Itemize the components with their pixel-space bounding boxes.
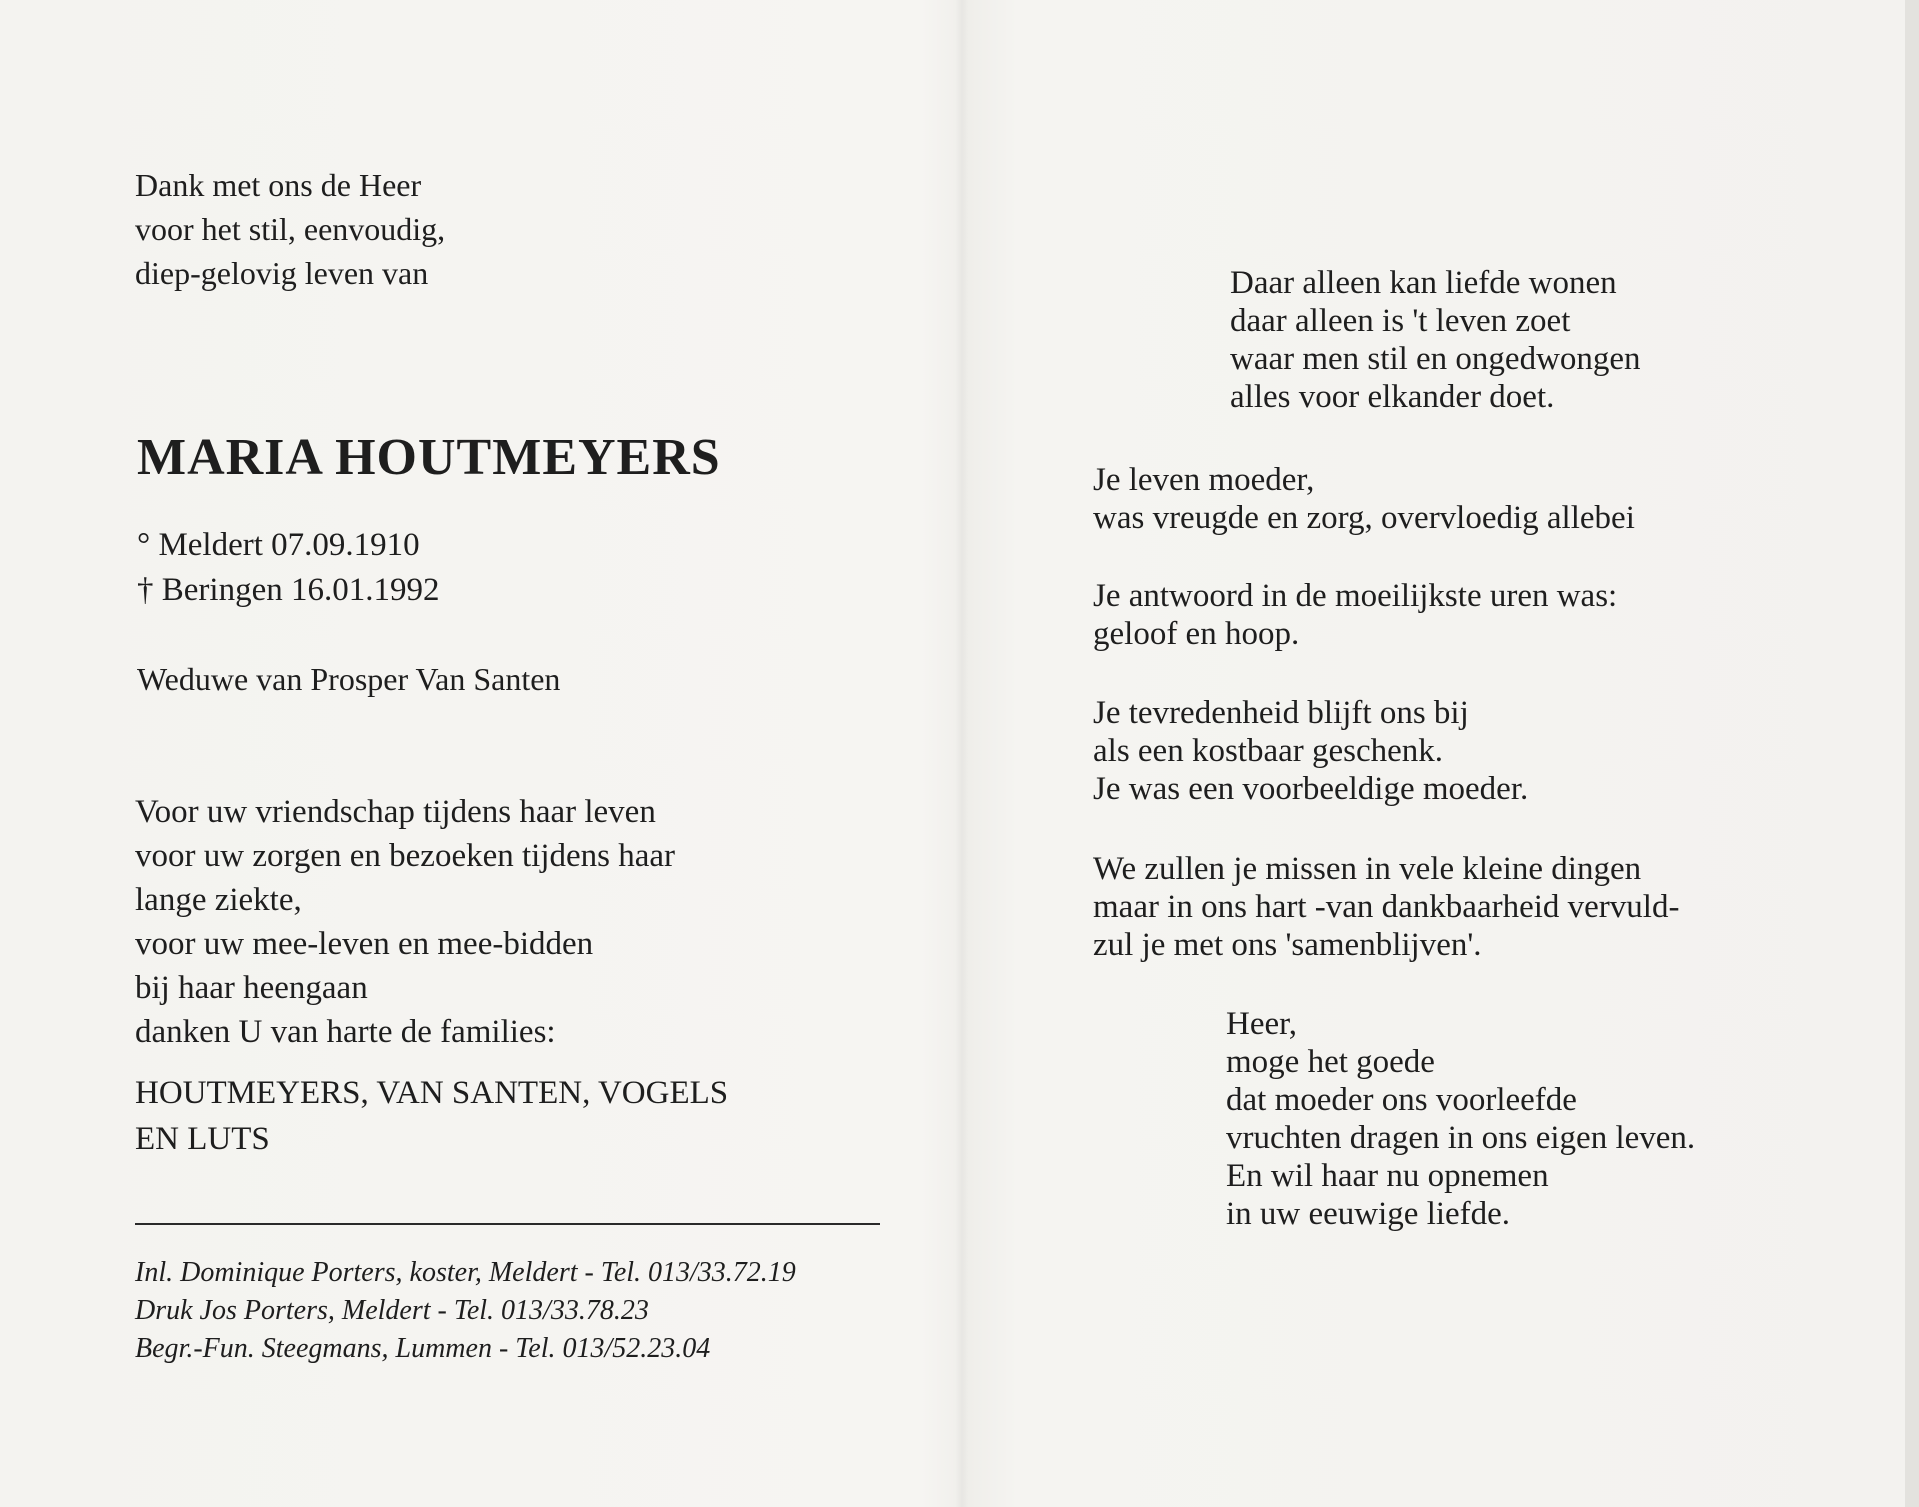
poem-line: alles voor elkander doet. — [1230, 379, 1555, 415]
poem-line: waar men stil en ongedwongen — [1230, 341, 1641, 377]
poem-line: daar alleen is 't leven zoet — [1230, 303, 1571, 339]
poem-stanza-5 — [1093, 850, 1679, 964]
prayer-line: En wil haar nu opnemen — [1226, 1158, 1549, 1194]
intro-line: diep-gelovig leven van — [135, 255, 429, 291]
poem-line: geloof en hoop. — [1093, 616, 1300, 652]
printer-credits — [135, 1254, 796, 1368]
closing-prayer — [1226, 1005, 1695, 1233]
prayer-line: moge het goede — [1226, 1044, 1435, 1080]
thanks-line: voor uw zorgen en bezoeken tijdens haar — [135, 838, 676, 874]
death-date: † Beringen 16.01.1992 — [137, 572, 440, 608]
poem-line: Je was een voorbeeldige moeder. — [1093, 771, 1529, 807]
card-edge — [1905, 0, 1919, 1507]
thanks-text — [135, 790, 675, 1054]
thanks-line: Voor uw vriendschap tijdens haar leven — [135, 794, 656, 830]
prayer-line: vruchten dragen in ons eigen leven. — [1226, 1120, 1696, 1156]
poem-stanza-4 — [1093, 694, 1528, 808]
prayer-line: dat moeder ons voorleefde — [1226, 1082, 1577, 1118]
intro-text — [135, 163, 445, 295]
thanks-line: bij haar heengaan — [135, 970, 368, 1006]
poem-line: Je tevredenheid blijft ons bij — [1093, 695, 1469, 731]
credit-line: Inl. Dominique Porters, koster, Meldert - Tel. 013/33.72.19 — [135, 1257, 796, 1288]
poem-line: was vreugde en zorg, overvloedig allebei — [1093, 500, 1635, 536]
poem-line: We zullen je missen in vele kleine dingen — [1093, 851, 1642, 887]
poem-line: maar in ons hart -van dankbaarheid vervuld- — [1093, 889, 1680, 925]
poem-stanza-1 — [1230, 264, 1641, 416]
divider-line — [135, 1223, 880, 1225]
card-fold — [955, 0, 969, 1507]
credit-line: Druk Jos Porters, Meldert - Tel. 013/33.78.23 — [135, 1295, 649, 1326]
deceased-name: MARIA HOUTMEYERS — [137, 429, 721, 486]
credit-line: Begr.-Fun. Steegmans, Lummen - Tel. 013/52.23.04 — [135, 1333, 711, 1364]
prayer-line: Heer, — [1226, 1006, 1298, 1042]
thanks-line: voor uw mee-leven en mee-bidden — [135, 926, 594, 962]
family-line: HOUTMEYERS, VAN SANTEN, VOGELS — [135, 1075, 729, 1111]
poem-line: Je antwoord in de moeilijkste uren was: — [1093, 578, 1618, 614]
intro-line: Dank met ons de Heer — [135, 167, 422, 203]
family-names — [135, 1070, 728, 1162]
thanks-line: danken U van harte de families: — [135, 1014, 556, 1050]
poem-line: Daar alleen kan liefde wonen — [1230, 265, 1617, 301]
thanks-line: lange ziekte, — [135, 882, 302, 918]
poem-stanza-2 — [1093, 461, 1635, 537]
poem-stanza-3 — [1093, 577, 1617, 653]
poem-line: zul je met ons 'samenblijven'. — [1093, 927, 1482, 963]
prayer-line: in uw eeuwige liefde. — [1226, 1196, 1511, 1232]
life-dates — [137, 523, 439, 613]
family-line: EN LUTS — [135, 1121, 270, 1157]
birth-date: ° Meldert 07.09.1910 — [137, 527, 420, 563]
poem-line: Je leven moeder, — [1093, 462, 1315, 498]
poem-line: als een kostbaar geschenk. — [1093, 733, 1444, 769]
intro-line: voor het stil, eenvoudig, — [135, 211, 446, 247]
widow-of: Weduwe van Prosper Van Santen — [137, 661, 561, 697]
